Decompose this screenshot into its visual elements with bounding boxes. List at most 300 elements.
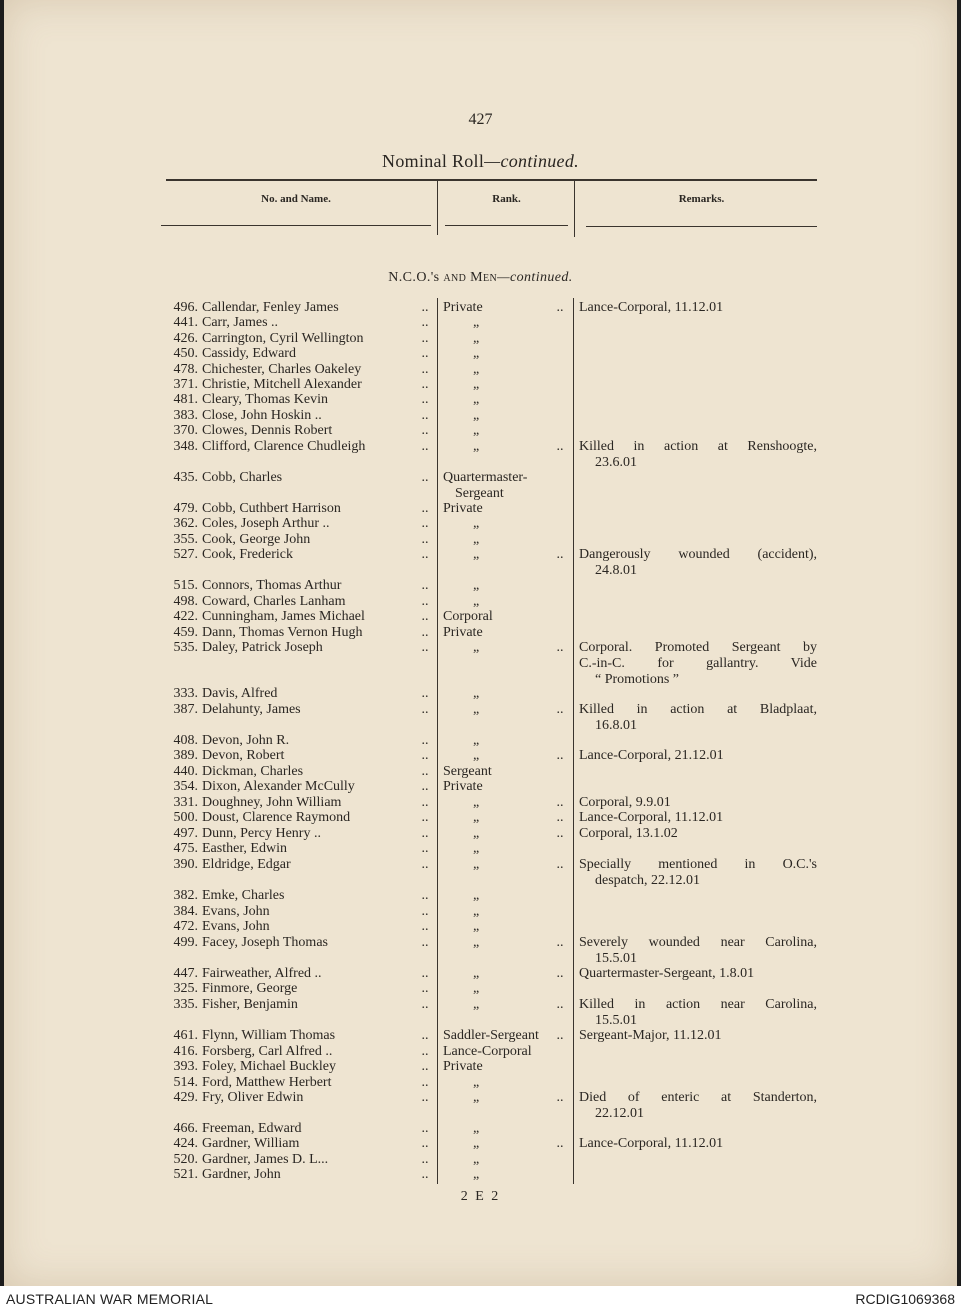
list-item (4, 640, 957, 687)
remark-line-2: 23.6.01 (595, 455, 637, 470)
remark-line: Corporal, 9.9.01 (579, 795, 671, 810)
rank-line: „ (473, 439, 480, 454)
rank-line: „ (473, 331, 480, 346)
leader-dots: .. (421, 532, 429, 547)
service-number: 472. (173, 919, 198, 934)
list-item (4, 1028, 957, 1044)
leader-dots: .. (421, 841, 429, 856)
rank-line: „ (473, 392, 480, 407)
remark-line: Killed in action near Carolina, (579, 997, 817, 1012)
service-number: 520. (173, 1152, 198, 1167)
rank (443, 1059, 555, 1075)
soldier-name: Dunn, Percy Henry .. (202, 826, 321, 841)
rank (443, 1121, 555, 1137)
soldier-name: Chichester, Charles Oakeley (202, 362, 362, 377)
remark-line-2: 15.5.01 (595, 1013, 637, 1028)
soldier-name: Fairweather, Alfred .. (202, 966, 322, 981)
list-item (4, 888, 957, 904)
service-number: 527. (173, 547, 198, 562)
rank (443, 609, 555, 625)
rank-line: Lance-Corporal (443, 1044, 532, 1059)
service-number: 333. (173, 686, 198, 701)
soldier-name: Cleary, Thomas Kevin (202, 392, 328, 407)
leader-dots: .. (421, 300, 429, 315)
list-item (4, 423, 957, 439)
service-number: 500. (173, 810, 198, 825)
rank-line: „ (473, 640, 480, 655)
service-number: 389. (173, 748, 198, 763)
soldier-name: Christie, Mitchell Alexander (202, 377, 362, 392)
rank (443, 686, 555, 702)
list-item (4, 857, 957, 888)
leader-dots: .. (556, 547, 564, 562)
leader-dots: .. (421, 686, 429, 701)
service-number: 422. (173, 609, 198, 624)
remark (579, 702, 817, 734)
list-item (4, 377, 957, 393)
soldier-name: Finmore, George (202, 981, 298, 996)
list-item (4, 981, 957, 997)
soldier-name: Cook, George John (202, 532, 311, 547)
soldier-name: Devon, Robert (202, 748, 285, 763)
remark-line-2: 22.12.01 (595, 1106, 644, 1121)
soldier-name: Foley, Michael Buckley (202, 1059, 337, 1074)
leader-dots: .. (421, 935, 429, 950)
leader-dots: .. (421, 1044, 429, 1059)
header-divider-2 (574, 181, 575, 237)
service-number: 450. (173, 346, 198, 361)
soldier-name: Freeman, Edward (202, 1121, 302, 1136)
service-number: 466. (173, 1121, 198, 1136)
leader-dots: .. (556, 748, 564, 763)
service-number: 335. (173, 997, 198, 1012)
leader-dots: .. (421, 997, 429, 1012)
service-number: 429. (173, 1090, 198, 1105)
service-number: 497. (173, 826, 198, 841)
list-item (4, 779, 957, 795)
remark (579, 1136, 817, 1152)
soldier-name: Gardner, James D. L... (202, 1152, 329, 1167)
rank (443, 919, 555, 935)
remark-line: Lance-Corporal, 11.12.01 (579, 300, 724, 315)
remark (579, 795, 817, 811)
soldier-name: Evans, John (202, 904, 270, 919)
remark (579, 966, 817, 982)
leader-dots: .. (556, 810, 564, 825)
leader-dots: .. (556, 1090, 564, 1105)
page-title (4, 151, 957, 172)
rank (443, 532, 555, 548)
rank-line: „ (473, 377, 480, 392)
remark-line: Dangerously wounded (accident), (579, 547, 817, 562)
list-item (4, 1121, 957, 1137)
rank (443, 764, 555, 780)
leader-dots: .. (556, 640, 564, 655)
soldier-name: Emke, Charles (202, 888, 285, 903)
rank (443, 935, 555, 951)
rank-line: „ (473, 315, 480, 330)
soldier-name: Facey, Joseph Thomas (202, 935, 328, 950)
soldier-name: Gardner, John (202, 1167, 281, 1182)
service-number: 383. (173, 408, 198, 423)
soldier-name: Dixon, Alexander McCully (202, 779, 355, 794)
service-number: 424. (173, 1136, 198, 1151)
soldier-name: Clowes, Dennis Robert (202, 423, 333, 438)
service-number: 499. (173, 935, 198, 950)
rank-line: Saddler-Sergeant (443, 1028, 539, 1043)
section-heading (4, 270, 957, 286)
list-item (4, 841, 957, 857)
soldier-name: Forsberg, Carl Alfred .. (202, 1044, 333, 1059)
leader-dots: .. (421, 315, 429, 330)
rank (443, 516, 555, 532)
service-number: 362. (173, 516, 198, 531)
leader-dots: .. (556, 439, 564, 454)
leader-dots: .. (421, 501, 429, 516)
list-item (4, 594, 957, 610)
leader-dots: .. (421, 547, 429, 562)
rank (443, 1075, 555, 1091)
rank (443, 981, 555, 997)
leader-dots: .. (421, 625, 429, 640)
soldier-name: Fisher, Benjamin (202, 997, 298, 1012)
service-number: 348. (173, 439, 198, 454)
remark-line: Specially mentioned in O.C.'s (579, 857, 817, 872)
footer-id: RCDIG1069368 (855, 1291, 955, 1307)
service-number: 447. (173, 966, 198, 981)
leader-dots: .. (556, 1136, 564, 1151)
list-item (4, 686, 957, 702)
list-item (4, 547, 957, 578)
service-number: 393. (173, 1059, 198, 1074)
service-number: 440. (173, 764, 198, 779)
remark (579, 1090, 817, 1122)
leader-dots: .. (556, 997, 564, 1012)
rank-line: „ (473, 1075, 480, 1090)
service-number: 498. (173, 594, 198, 609)
rank-line: Private (443, 779, 483, 794)
list-item (4, 609, 957, 625)
rank (443, 640, 555, 656)
leader-dots: .. (421, 594, 429, 609)
rank (443, 779, 555, 795)
remark (579, 997, 817, 1029)
rank-line: „ (473, 516, 480, 531)
rank (443, 748, 555, 764)
service-number: 371. (173, 377, 198, 392)
rank-line: „ (473, 702, 480, 717)
leader-dots: .. (421, 764, 429, 779)
section-heading-continued: —continued. (497, 270, 573, 285)
soldier-name: Davis, Alfred (202, 686, 278, 701)
leader-dots: .. (421, 516, 429, 531)
remark-line-2: 15.5.01 (595, 951, 637, 966)
soldier-name: Doughney, John William (202, 795, 342, 810)
soldier-name: Callendar, Fenley James (202, 300, 339, 315)
title-continued: —continued. (484, 151, 579, 171)
rank-line: Private (443, 625, 483, 640)
rank-line: „ (473, 935, 480, 950)
rank-line: „ (473, 1152, 480, 1167)
rank-line: „ (473, 1090, 480, 1105)
remark (579, 300, 817, 316)
rank-line: „ (473, 997, 480, 1012)
remark (579, 748, 817, 764)
rank (443, 795, 555, 811)
leader-dots: .. (556, 857, 564, 872)
list-item (4, 1136, 957, 1152)
soldier-name: Fry, Oliver Edwin (202, 1090, 304, 1105)
list-item (4, 1075, 957, 1091)
list-item (4, 919, 957, 935)
rank-line: „ (473, 966, 480, 981)
service-number: 514. (173, 1075, 198, 1090)
leader-dots: .. (421, 1167, 429, 1182)
rank-line-2: Sergeant (455, 486, 504, 501)
list-item (4, 966, 957, 982)
remark (579, 810, 817, 826)
rank (443, 888, 555, 904)
service-number: 426. (173, 331, 198, 346)
service-number: 416. (173, 1044, 198, 1059)
rank-line: „ (473, 1167, 480, 1182)
leader-dots: .. (421, 733, 429, 748)
leader-dots: .. (421, 423, 429, 438)
soldier-name: Dickman, Charles (202, 764, 304, 779)
document-page (4, 0, 957, 1286)
rank-line: „ (473, 408, 480, 423)
list-item (4, 935, 957, 966)
service-number: 441. (173, 315, 198, 330)
remark-line: Severely wounded near Carolina, (579, 935, 817, 950)
leader-dots: .. (421, 1075, 429, 1090)
leader-dots: .. (556, 300, 564, 315)
service-number: 390. (173, 857, 198, 872)
list-item (4, 331, 957, 347)
rank-line: Quartermaster- (443, 470, 528, 485)
leader-dots: .. (556, 702, 564, 717)
soldier-name: Flynn, William Thomas (202, 1028, 336, 1043)
rank-line: „ (473, 547, 480, 562)
rank (443, 857, 555, 873)
leader-dots: .. (421, 439, 429, 454)
rank (443, 300, 555, 316)
leader-dots: .. (421, 966, 429, 981)
leader-dots: .. (556, 1028, 564, 1043)
list-item (4, 346, 957, 362)
list-item (4, 1152, 957, 1168)
leader-dots: .. (421, 810, 429, 825)
soldier-name: Connors, Thomas Arthur (202, 578, 342, 593)
service-number: 475. (173, 841, 198, 856)
rank-line: „ (473, 1121, 480, 1136)
rank (443, 1028, 555, 1044)
list-item (4, 1090, 957, 1121)
soldier-name: Cunningham, James Michael (202, 609, 365, 624)
soldier-name: Coles, Joseph Arthur .. (202, 516, 330, 531)
section-heading-small: and Men (443, 270, 498, 285)
remark-line: Corporal, 13.1.02 (579, 826, 678, 841)
leader-dots: .. (421, 888, 429, 903)
rank (443, 423, 555, 439)
rank (443, 1167, 555, 1183)
header-divider-1 (437, 181, 438, 235)
rank-line: „ (473, 686, 480, 701)
rank-line: „ (473, 362, 480, 377)
rank-line: „ (473, 733, 480, 748)
remark-line: Lance-Corporal, 11.12.01 (579, 810, 724, 825)
rank-line: „ (473, 1136, 480, 1151)
leader-dots: .. (421, 1090, 429, 1105)
leader-dots: .. (421, 1136, 429, 1151)
list-item (4, 392, 957, 408)
list-item (4, 300, 957, 316)
service-number: 370. (173, 423, 198, 438)
leader-dots: .. (421, 609, 429, 624)
service-number: 535. (173, 640, 198, 655)
rank (443, 315, 555, 331)
rank (443, 625, 555, 641)
remark-line: Lance-Corporal, 11.12.01 (579, 1136, 724, 1151)
service-number: 354. (173, 779, 198, 794)
rank (443, 810, 555, 826)
rank (443, 1044, 555, 1060)
list-item (4, 702, 957, 733)
remark (579, 1028, 817, 1044)
list-item (4, 408, 957, 424)
list-item (4, 501, 957, 517)
rank (443, 377, 555, 393)
remark-line-2: C.-in-C. for gallantry. Vide (579, 656, 817, 671)
footer-source: AUSTRALIAN WAR MEMORIAL (6, 1291, 214, 1307)
soldier-name: Daley, Patrick Joseph (202, 640, 323, 655)
leader-dots: .. (421, 578, 429, 593)
rank (443, 904, 555, 920)
list-item (4, 826, 957, 842)
rank-line: „ (473, 594, 480, 609)
header-top-rule (166, 179, 817, 181)
footer-bar (0, 1286, 961, 1316)
remark-line-3: “ Promotions ” (595, 672, 679, 687)
rank-line: „ (473, 904, 480, 919)
rank-line: „ (473, 826, 480, 841)
leader-dots: .. (421, 1059, 429, 1074)
soldier-name: Cobb, Charles (202, 470, 283, 485)
rank-line: „ (473, 919, 480, 934)
service-number: 481. (173, 392, 198, 407)
leader-dots: .. (421, 1152, 429, 1167)
leader-dots: .. (421, 331, 429, 346)
remark (579, 547, 817, 579)
rank (443, 1152, 555, 1168)
column-header-name: No. and Name. (261, 193, 331, 205)
rank-line: „ (473, 423, 480, 438)
remark-line-2: 24.8.01 (595, 563, 637, 578)
column-header-rank: Rank. (492, 193, 521, 205)
soldier-name: Coward, Charles Lanham (202, 594, 346, 609)
rank (443, 841, 555, 857)
soldier-name: Doust, Clarence Raymond (202, 810, 351, 825)
rank-line: „ (473, 810, 480, 825)
leader-dots: .. (421, 392, 429, 407)
remark-line: Corporal. Promoted Sergeant by (579, 640, 817, 655)
leader-dots: .. (421, 748, 429, 763)
soldier-name: Cassidy, Edward (202, 346, 296, 361)
service-number: 435. (173, 470, 198, 485)
list-item (4, 733, 957, 749)
remark (579, 826, 817, 842)
list-item (4, 470, 957, 501)
leader-dots: .. (421, 640, 429, 655)
soldier-name: Carr, James .. (202, 315, 279, 330)
soldier-name: Clifford, Clarence Chudleigh (202, 439, 366, 454)
leader-dots: .. (421, 779, 429, 794)
list-item (4, 764, 957, 780)
leader-dots: .. (421, 377, 429, 392)
rank (443, 408, 555, 424)
list-item (4, 748, 957, 764)
leader-dots: .. (421, 346, 429, 361)
rank-line: Private (443, 1059, 483, 1074)
remark (579, 935, 817, 967)
soldier-name: Cobb, Cuthbert Harrison (202, 501, 341, 516)
remark (579, 439, 817, 471)
list-item (4, 810, 957, 826)
leader-dots: .. (421, 919, 429, 934)
rank (443, 547, 555, 563)
leader-dots: .. (556, 826, 564, 841)
list-item (4, 997, 957, 1028)
rank-line: „ (473, 857, 480, 872)
remark-line: Killed in action at Renshoogte, (579, 439, 817, 454)
service-number: 479. (173, 501, 198, 516)
page-number: 427 (468, 111, 493, 128)
service-number: 331. (173, 795, 198, 810)
remark-line: Quartermaster-Sergeant, 1.8.01 (579, 966, 755, 981)
list-item (4, 439, 957, 470)
remark (579, 640, 817, 688)
rank-line: „ (473, 841, 480, 856)
rank-line: Private (443, 300, 483, 315)
soldier-name: Gardner, William (202, 1136, 300, 1151)
list-item (4, 1059, 957, 1075)
remark-line-2: 16.8.01 (595, 718, 637, 733)
rank (443, 1136, 555, 1152)
soldier-name: Ford, Matthew Herbert (202, 1075, 332, 1090)
remark-line-2: despatch, 22.12.01 (595, 873, 700, 888)
leader-dots: .. (421, 408, 429, 423)
list-item (4, 795, 957, 811)
rank-line: Corporal (443, 609, 493, 624)
leader-dots: .. (421, 470, 429, 485)
remark-line: Lance-Corporal, 21.12.01 (579, 748, 724, 763)
list-item (4, 315, 957, 331)
rank (443, 362, 555, 378)
rank-line: „ (473, 888, 480, 903)
rank (443, 733, 555, 749)
list-item (4, 1167, 957, 1183)
remark-line: Sergeant-Major, 11.12.01 (579, 1028, 722, 1043)
rank-line: „ (473, 748, 480, 763)
rank-line: „ (473, 981, 480, 996)
leader-dots: .. (556, 795, 564, 810)
header-rule-remarks (586, 226, 817, 227)
list-item (4, 1044, 957, 1060)
leader-dots: .. (421, 702, 429, 717)
rank (443, 501, 555, 517)
service-number: 384. (173, 904, 198, 919)
remark (579, 857, 817, 889)
